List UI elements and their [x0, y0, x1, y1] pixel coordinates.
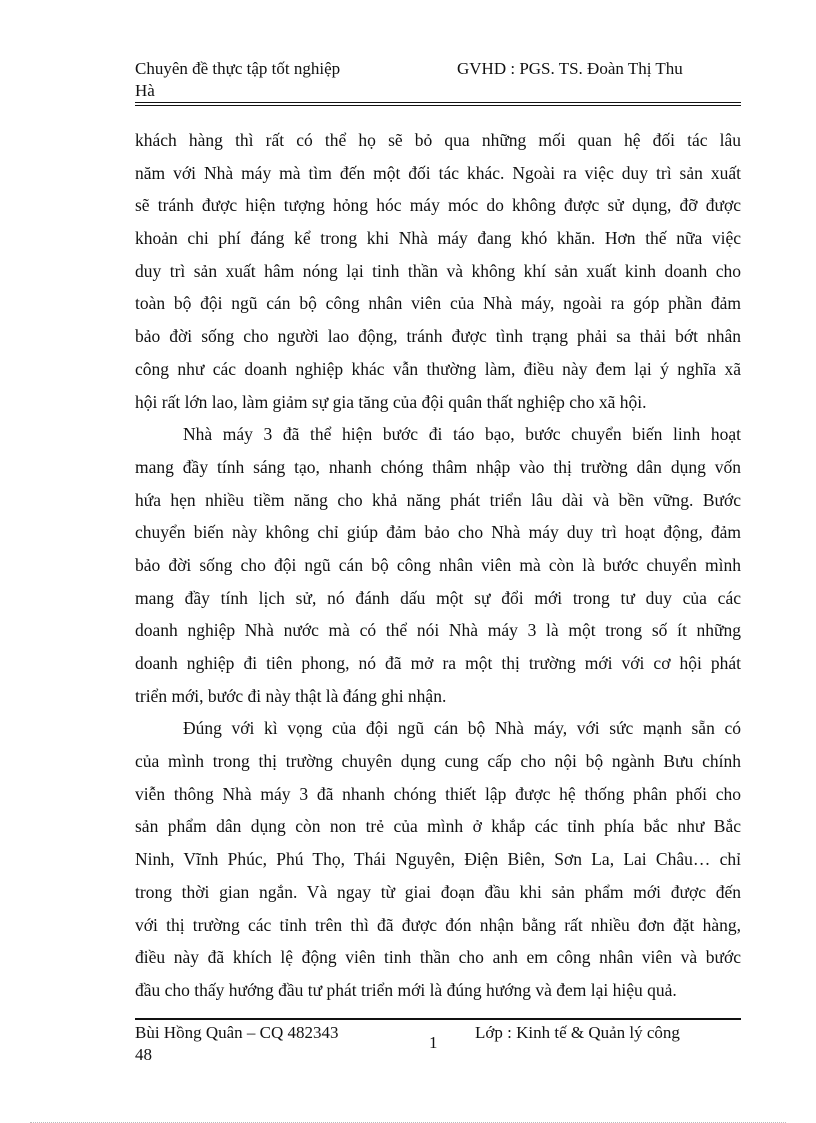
header-supervisor-continuation: Hà [135, 81, 155, 100]
header-supervisor: GVHD : PGS. TS. Đoàn Thị Thu [457, 59, 683, 78]
header-title: Chuyên đề thực tập tốt nghiệp [135, 59, 341, 78]
body-line: năm với Nhà máy mà tìm đến một đối tác khác. Ngoài ra việc duy trì sản xuất [135, 162, 741, 183]
body-line: khách hàng thì rất có thể họ sẽ bỏ qua những mối quan hệ đối tác lâu [135, 130, 741, 150]
paragraph-first-line: Nhà máy 3 đã thể hiện bước đi táo bạo, bước chuyển biến linh hoạt [183, 424, 741, 445]
footer-author: Bùi Hồng Quân – CQ 482343 [135, 1023, 339, 1042]
document-body [135, 124, 741, 1007]
body-line: bảo đời sống cho đội ngũ cán bộ công nhân viên mà còn là bước chuyển mình [135, 554, 741, 575]
body-line: hội rất lớn lao, làm giảm sự gia tăng của đội quân thất nghiệp cho xã hội. [135, 391, 647, 412]
footer-author-continuation: 48 [135, 1045, 152, 1064]
body-line: mang đầy tính sáng tạo, nhanh chóng thâm nhập vào thị trường dân dụng vốn [135, 456, 741, 477]
body-line: doanh nghiệp Nhà nước mà có thể nói Nhà máy 3 là một trong số ít những [135, 620, 741, 641]
body-line: triển mới, bước đi này thật là đáng ghi nhận. [135, 685, 447, 706]
paragraph-first-line: Đúng với kì vọng của đội ngũ cán bộ Nhà máy, với sức mạnh sẵn có [183, 718, 741, 739]
page-number: 1 [429, 1033, 438, 1052]
body-line: bảo đời sống cho người lao động, tránh được tình trạng phải sa thải bớt nhân [135, 326, 741, 347]
body-line: viễn thông Nhà máy 3 đã nhanh chóng thiết lập được hệ thống phân phối cho [135, 783, 741, 804]
footer-rule [135, 1018, 741, 1020]
header-double-rule [135, 102, 741, 106]
body-line: trong thời gian ngắn. Và ngay từ giai đoạn đầu khi sản phẩm mới được đến [135, 881, 741, 902]
body-line: khoản chi phí đáng kể trong khi Nhà máy đang khó khăn. Hơn thế nữa việc [135, 228, 741, 249]
footer-class: Lớp : Kinh tế & Quản lý công [475, 1023, 680, 1042]
body-line: đầu cho thấy hướng đầu tư phát triển mới là đúng hướng và đem lại hiệu quả. [135, 979, 677, 1000]
body-line: của mình trong thị trường chuyên dụng cung cấp cho nội bộ ngành Bưu chính [135, 751, 741, 772]
body-line: hứa hẹn nhiều tiềm năng cho khả năng phát triển lâu dài và bền vững. Bước [135, 489, 741, 510]
body-line: toàn bộ đội ngũ cán bộ công nhân viên của Nhà máy, ngoài ra góp phần đảm [135, 293, 741, 314]
body-line: mang đầy tính lịch sử, nó đánh dấu một sự đổi mới trong tư duy của các [135, 587, 741, 608]
body-line: chuyển biến này không chỉ giúp đảm bảo cho Nhà máy duy trì hoạt động, đảm [135, 522, 741, 543]
body-line: duy trì sản xuất hâm nóng lại tinh thần và không khí sản xuất kinh doanh cho [135, 260, 741, 281]
body-line: Ninh, Vĩnh Phúc, Phú Thọ, Thái Nguyên, Điện Biên, Sơn La, Lai Châu… chỉ [135, 849, 741, 870]
body-line: sản phẩm dân dụng còn non trẻ của mình ở khắp các tỉnh phía bắc như Bắc [135, 816, 741, 837]
body-line: doanh nghiệp đi tiên phong, nó đã mở ra một thị trường mới với cơ hội phát [135, 653, 741, 673]
body-line: với thị trường các tỉnh trên thì đã được đón nhận bằng rất nhiều đơn đặt hàng, [135, 914, 741, 935]
body-line: điều này đã khích lệ động viên tinh thần cho anh em công nhân viên và bước [135, 947, 741, 968]
body-line: công như các doanh nghiệp khác vẫn thường làm, điều này đem lại ý nghĩa xã [135, 358, 741, 379]
body-line: sẽ tránh được hiện tượng hỏng hóc máy móc do không được sử dụng, đỡ được [135, 195, 741, 216]
